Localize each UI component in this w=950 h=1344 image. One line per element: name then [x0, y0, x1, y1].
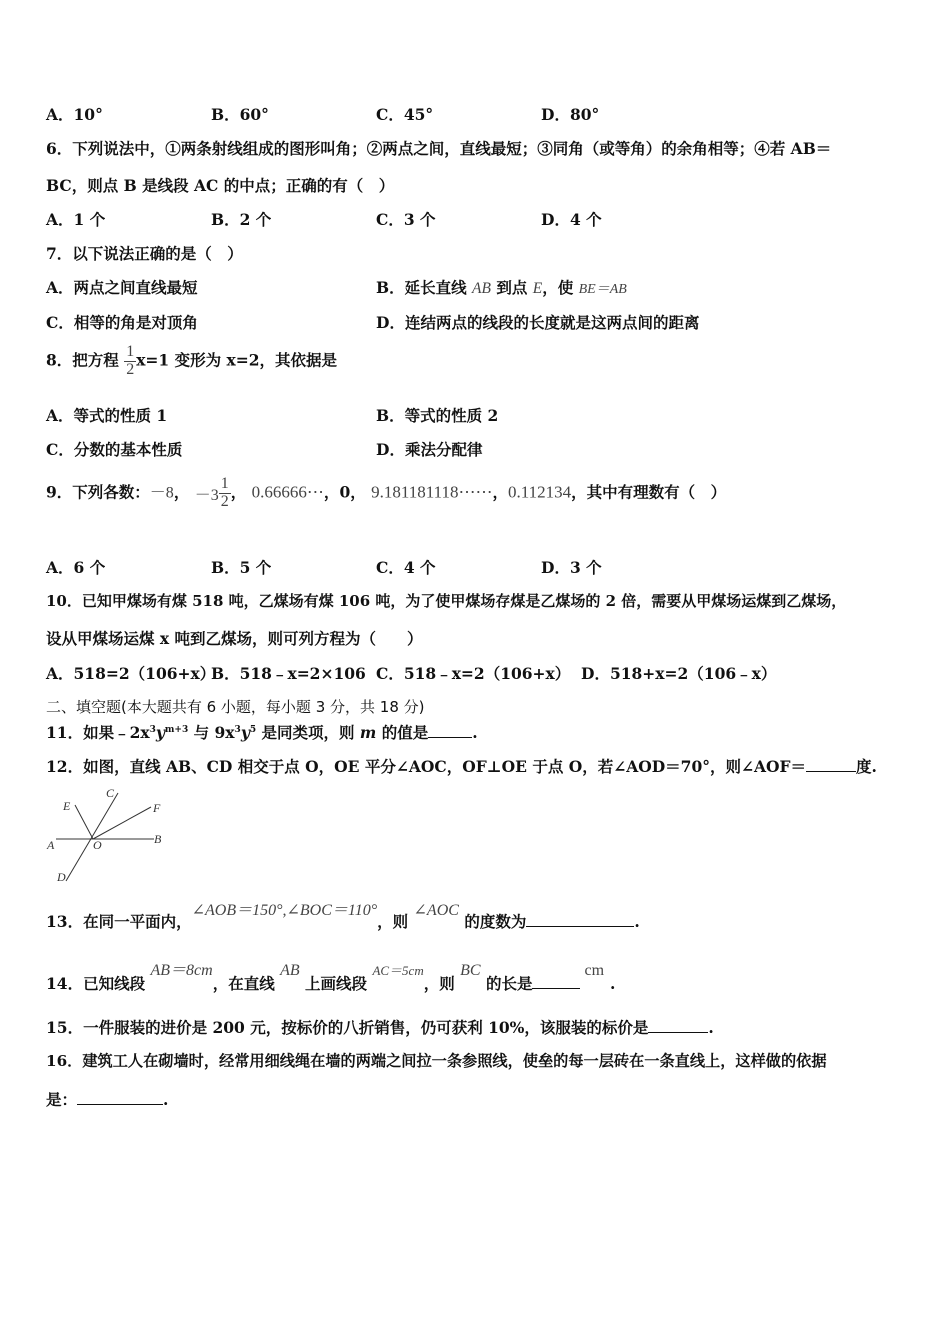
- section-heading-fill-in: 二、填空题(本大题共有 6 小题，每小题 3 分，共 18 分): [46, 698, 425, 716]
- q13-stem: 13．在同一平面内，∠AOB＝150°,∠BOC＝110°，则 ∠AOC 的度数为 .: [46, 902, 640, 931]
- q8-fraction: $\frac{1}{2}$: [126, 343, 135, 378]
- q11-answer-blank[interactable]: [428, 723, 472, 738]
- q8-option-a: A．等式的性质 1: [46, 406, 168, 425]
- label-f: F: [153, 801, 161, 815]
- q11-stem: 11．如果$﹣2x^3y^{m+3}$ 与 $9x^3y^5$ 是同类项，则 m 的值是 .: [46, 723, 478, 742]
- q10-option-d: D．518+x=2（106﹣x）: [581, 664, 777, 683]
- label-e: E: [63, 799, 71, 813]
- q8-option-b: B．等式的性质 2: [376, 406, 499, 425]
- q6-option-b: B．2 个: [211, 210, 272, 229]
- q6-option-c: C．3 个: [376, 210, 436, 229]
- q7-option-a: A．两点之间直线最短: [46, 278, 198, 297]
- label-a: A: [47, 838, 55, 852]
- q5-option-a: A．10°: [46, 105, 103, 124]
- q14-answer-blank[interactable]: [532, 974, 580, 989]
- q8-option-d: D．乘法分配律: [376, 440, 483, 459]
- label-o: O: [93, 838, 102, 852]
- q13-answer-blank[interactable]: [526, 912, 634, 927]
- label-b: B: [154, 832, 162, 846]
- q10-option-b: B．518﹣x=2×106: [211, 664, 366, 683]
- q8-option-c: C．分数的基本性质: [46, 440, 183, 459]
- q6-option-d: D．4 个: [541, 210, 602, 229]
- q9-option-b: B．5 个: [211, 558, 272, 577]
- ray-oe: [75, 805, 93, 839]
- ray-of: [93, 807, 151, 839]
- q9-option-d: D．3 个: [541, 558, 602, 577]
- q5-option-b: B．60°: [211, 105, 269, 124]
- q12-stem: 12．如图，直线 AB、CD 相交于点 O，OE 平分∠AOC，OF⊥OE 于点 O，若∠AOD＝70°，则∠AOF＝ 度.: [46, 757, 877, 776]
- q7-stem: 7．以下说法正确的是（ ）: [46, 244, 243, 263]
- q16-stem-line1: 16．建筑工人在砌墙时，经常用细线绳在墙的两端之间拉一条参照线，使垒的每一层砖在一条直线上，这样做的依据: [46, 1052, 827, 1070]
- q10-stem-line1: 10．已知甲煤场有煤 518 吨，乙煤场有煤 106 吨，为了使甲煤场存煤是乙煤场的 2 倍，需要从甲煤场运煤到乙煤场，: [46, 592, 847, 610]
- q9-option-a: A．6 个: [46, 558, 106, 577]
- q5-option-d: D．80°: [541, 105, 600, 124]
- q10-option-a: A．518=2（106+x）: [46, 664, 216, 683]
- q16-stem-line2: 是： .: [46, 1090, 169, 1109]
- q9-stem: 9．下列各数：－8， －3 $\frac{1}{2}$ ， 0.66666⋯，0， 9.181181118⋯⋯，0.112134，其中有理数有（ ）: [46, 475, 727, 510]
- q16-answer-blank[interactable]: [77, 1090, 163, 1105]
- q5-option-c: C．45°: [376, 105, 434, 124]
- q9-mixed-fraction: $\frac{1}{2}$: [220, 475, 229, 510]
- label-c: C: [106, 786, 115, 800]
- q9-option-c: C．4 个: [376, 558, 436, 577]
- q7-option-c: C．相等的角是对顶角: [46, 313, 198, 332]
- q12-figure-intersecting-lines: [42, 783, 172, 888]
- q6-stem-line2: BC，则点 B 是线段 AC 的中点；正确的有（ ）: [46, 176, 395, 195]
- q12-answer-blank[interactable]: [806, 757, 856, 772]
- q10-option-c: C．518﹣x=2（106+x）: [376, 664, 571, 683]
- q7-option-d: D．连结两点的线段的长度就是这两点间的距离: [376, 313, 700, 332]
- q15-stem: 15．一件服装的进价是 200 元，按标价的八折销售，仍可获利 10%，该服装的标价是 .: [46, 1018, 714, 1037]
- q15-answer-blank[interactable]: [648, 1018, 708, 1033]
- q10-stem-line2: 设从甲煤场运煤 x 吨到乙煤场，则可列方程为（ ）: [46, 629, 423, 648]
- q6-stem-line1: 6．下列说法中，①两条射线组成的图形叫角；②两点之间，直线最短；③同角（或等角）的余角相等；④若 AB＝: [46, 139, 832, 158]
- q6-option-a: A．1 个: [46, 210, 106, 229]
- q8-stem: 8．把方程 $\frac{1}{2}$ x=1 变形为 x=2，其依据是: [46, 343, 338, 378]
- q14-stem: 14．已知线段 AB＝8cm，在直线 AB 上画线段 $^{AC=5cm}$，则 BC 的长是cm.: [46, 962, 616, 993]
- q7-option-b: B．延长直线 AB 到点 E，使 BE＝AB: [376, 278, 627, 297]
- label-d: D: [57, 870, 66, 884]
